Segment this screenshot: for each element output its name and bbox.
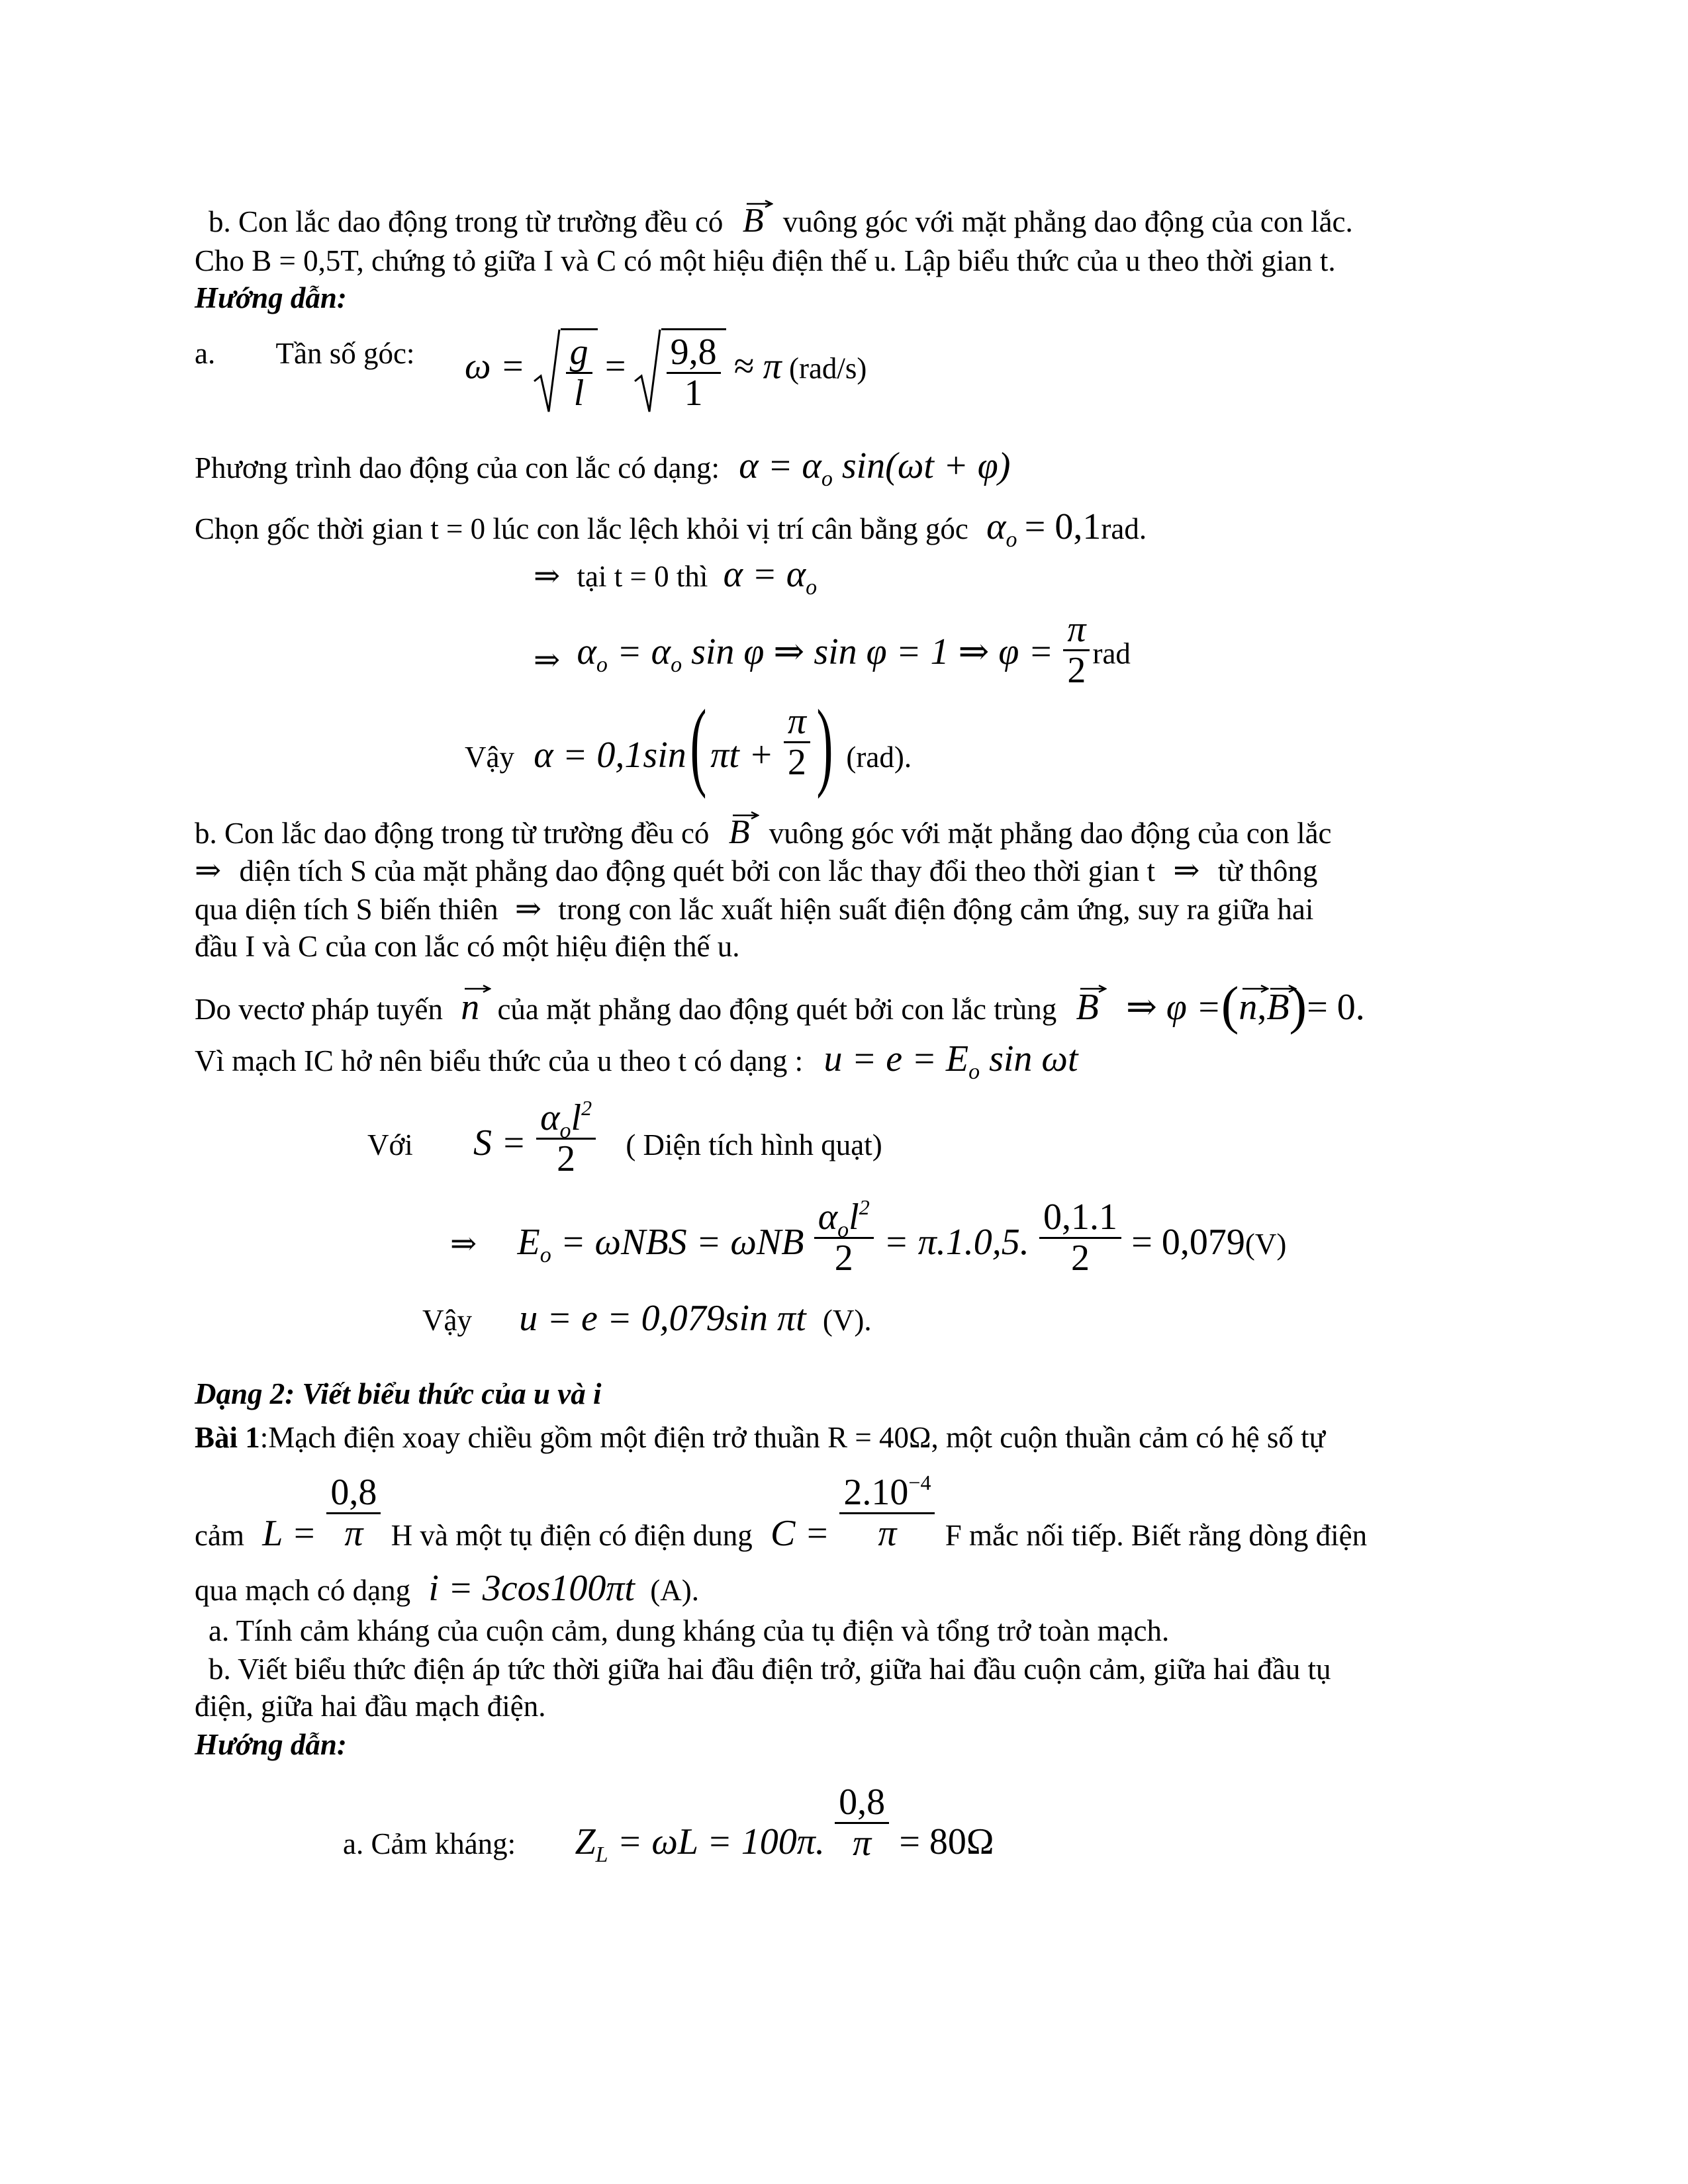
vector-b: B <box>1266 989 1289 1026</box>
result-formula: α = 0,1sin <box>534 735 686 776</box>
area-line <box>367 1096 882 1179</box>
implies-arrow: ⇒ <box>534 559 561 594</box>
sol-b-text: b. Con lắc dao động trong từ trường đều có <box>195 817 710 850</box>
voltage-form-line <box>195 1038 1078 1084</box>
zl-result: = 80Ω <box>899 1821 994 1862</box>
vector-b: B <box>743 204 764 238</box>
vector-b: B <box>1076 989 1099 1026</box>
alpha-o-value: = 0,1 <box>1024 506 1102 547</box>
normal-vector-text-2: của mặt phẳng dao động quét bởi con lắc trùng <box>497 993 1057 1026</box>
answer-label: a. Cảm kháng: <box>343 1827 516 1860</box>
initial-condition-line <box>195 506 1147 552</box>
inductive-reactance-line: a. Cảm kháng: $Z_L = \omega L = 100\pi$. $\frac{0,8}{\pi}$ = 80Ω <box>343 1782 994 1867</box>
sol-b-text: từ thông <box>1217 854 1318 887</box>
equation-form-line <box>195 445 1011 491</box>
question-b-text: b. Con lắc dao động trong từ trường đều có <box>209 205 724 238</box>
result-alpha-line: Vậy α = 0,1sin ( πt + $\frac{\pi}{2}$ ) (rad). <box>465 690 912 799</box>
fraction-area: $\frac{\alpha_ol^2}{2}$ <box>814 1198 874 1278</box>
exercise-line2 <box>195 1473 1367 1553</box>
guide-heading-1: Hướng dẫn: <box>195 281 347 314</box>
with-label: Với <box>367 1128 413 1161</box>
unit-rad: (rad). <box>846 741 912 774</box>
implies-arrow: ⇒ <box>1173 853 1200 888</box>
sol-b-text: diện tích S của mặt phẳng dao động quét bởi con lắc thay đổi theo thời gian t <box>239 854 1155 887</box>
vector-n: n <box>461 989 479 1026</box>
result-inner: πt + <box>710 735 774 776</box>
c-eq: C = <box>771 1512 830 1554</box>
sol-b-line4: đầu I và C của con lắc có một hiệu điện thế u. <box>195 930 740 963</box>
fraction-0-1-1-over-2: $\frac{0,1.1}{2}$ <box>1039 1198 1121 1278</box>
question-b-line1 <box>209 204 1353 238</box>
exercise-line3 <box>195 1570 699 1607</box>
fraction-area: $\frac{\alpha_ol^2}{2}$ <box>536 1099 596 1179</box>
vector-n: n <box>1239 989 1257 1026</box>
unit-rad: rad <box>1092 637 1131 670</box>
initial-condition-text: Chọn gốc thời gian t = 0 lúc con lắc lệch khỏi vị trí cân bằng góc <box>195 512 968 545</box>
result-label: Vậy <box>465 741 514 774</box>
final-voltage-line <box>422 1300 872 1337</box>
implies-arrow: ⇒ <box>195 853 222 888</box>
question-b-line2: điện, giữa hai đầu mạch điện. <box>195 1690 546 1723</box>
exercise-text: F mắc nối tiếp. Biết rằng dòng điện <box>945 1518 1368 1552</box>
implies-arrow: ⇒ <box>534 642 561 678</box>
voltage-form-text: Vì mạch IC hở nên biểu thức của u theo t có dạng : <box>195 1044 804 1077</box>
unit-v: (V). <box>822 1304 872 1337</box>
fraction-c: $\frac{2.10^{-4}}{\pi}$ <box>839 1473 935 1553</box>
unit-a: (A). <box>650 1574 699 1607</box>
question-b-text-2: vuông góc với mặt phẳng dao động của con lắc. <box>782 205 1353 238</box>
implies-arrow: ⇒ <box>514 891 542 927</box>
fraction-zl: $\frac{0,8}{\pi}$ <box>835 1783 889 1863</box>
sqrt-g-over-l: $\frac{g}{l}$ <box>533 328 598 414</box>
exercise-label: Bài 1 <box>195 1421 260 1454</box>
step-phi-line: ⇒ $\alpha_o = \alpha_o$ sin φ ⇒ sin φ = 1 ⇒ φ = $\frac{\pi}{2}$ rad <box>534 609 1131 691</box>
final-formula: u = e = 0,079sin πt <box>519 1298 806 1339</box>
step-t0-line: ⇒ tại t = 0 thì $\alpha = \alpha_o$ <box>534 554 818 600</box>
area-note: ( Diện tích hình quạt) <box>626 1128 882 1161</box>
section-heading: Dạng 2: Viết biểu thức của u và i <box>195 1377 602 1410</box>
phi-eq: ⇒ φ = <box>1125 987 1221 1028</box>
sol-b-line3 <box>195 893 1313 925</box>
unit-rad: rad. <box>1101 512 1147 545</box>
l-eq: L = <box>262 1512 317 1554</box>
normal-vector-text: Do vectơ pháp tuyến <box>195 993 443 1026</box>
s-eq: S = <box>473 1122 526 1163</box>
unit-v: (V) <box>1244 1227 1287 1261</box>
exercise-text: cảm <box>195 1518 244 1552</box>
approx-pi: ≈ π <box>733 345 782 387</box>
final-label: Vậy <box>422 1304 472 1337</box>
current-formula: i = 3cos100πt <box>428 1568 635 1609</box>
implies-arrow: ⇒ <box>450 1226 477 1261</box>
guide-heading-2: Hướng dẫn: <box>195 1728 347 1761</box>
sol-b-text: qua diện tích S biến thiên <box>195 893 498 926</box>
normal-vector-line: Do vectơ pháp tuyến n của mặt phẳng dao động quét bởi con lắc trùng B ⇒ φ =( n, B)= 0. <box>195 977 1365 1035</box>
freq-label: Tần số góc: <box>275 337 415 370</box>
emf-line: ⇒ $E_o = \omega NBS = \omega NB$ $\frac{\alpha_ol^2}{2}$ = π.1.0,5. $\frac{0,1.1}{2}$ = 0,079(V) <box>450 1195 1287 1279</box>
sol-b-line2 <box>195 855 1317 887</box>
fraction-pi-over-2: $\frac{\pi}{2}$ <box>784 702 810 782</box>
zero: = 0 <box>1307 987 1356 1028</box>
exercise-text: H và một tụ điện có điện dung <box>391 1518 753 1552</box>
omega-eq: ω = <box>465 345 526 387</box>
equation-form-text: Phương trình dao động của con lắc có dạng: <box>195 451 720 484</box>
angular-frequency-formula <box>465 328 867 414</box>
emf-step: = π.1.0,5. <box>883 1221 1029 1263</box>
label-a: a. <box>195 337 216 370</box>
vector-b: B <box>729 815 750 850</box>
exercise-text: qua mạch có dạng <box>195 1574 411 1607</box>
question-b-line2: Cho B = 0,5T, chứng tỏ giữa I và C có một hiệu điện thế u. Lập biểu thức của u theo thời gian t. <box>195 244 1336 277</box>
equation-form-formula: $\alpha = \alpha_o$ sin(ωt + φ) <box>739 445 1011 491</box>
unit-rad-s: (rad/s) <box>788 351 867 385</box>
sol-b-line1 <box>195 815 1332 850</box>
step-t0-text: tại t = 0 thì <box>577 560 708 593</box>
emf-result: = 0,079 <box>1131 1221 1245 1263</box>
voltage-form-formula: $u = e = E_o$ sin ωt <box>823 1038 1078 1084</box>
sqrt-9-8-over-1: $\frac{9,8}{1}$ <box>633 328 726 414</box>
fraction-pi-over-2: $\frac{\pi}{2}$ <box>1063 610 1090 690</box>
exercise-line1 <box>195 1423 1325 1453</box>
sol-b-text: trong con lắc xuất hiện suất điện động cảm ứng, suy ra giữa hai <box>558 893 1314 926</box>
exercise-text: :Mạch điện xoay chiều gồm một điện trở thuần R = 40Ω, một cuộn thuần cảm có hệ số tự <box>259 1421 1325 1454</box>
angular-frequency-line <box>195 339 414 369</box>
sol-b-text-2: vuông góc với mặt phẳng dao động của con lắc <box>769 817 1332 850</box>
question-a: a. Tính cảm kháng của cuộn cảm, dung kháng của tụ điện và tổng trở toàn mạch. <box>209 1614 1170 1647</box>
question-b-line1: b. Viết biểu thức điện áp tức thời giữa hai đầu điện trở, giữa hai đầu cuộn cảm, giữa hai đầu tụ <box>209 1653 1331 1686</box>
alpha-o: $\alpha_o$ <box>986 506 1017 552</box>
equals: = <box>604 345 626 387</box>
fraction-l: $\frac{0,8}{\pi}$ <box>326 1473 381 1553</box>
